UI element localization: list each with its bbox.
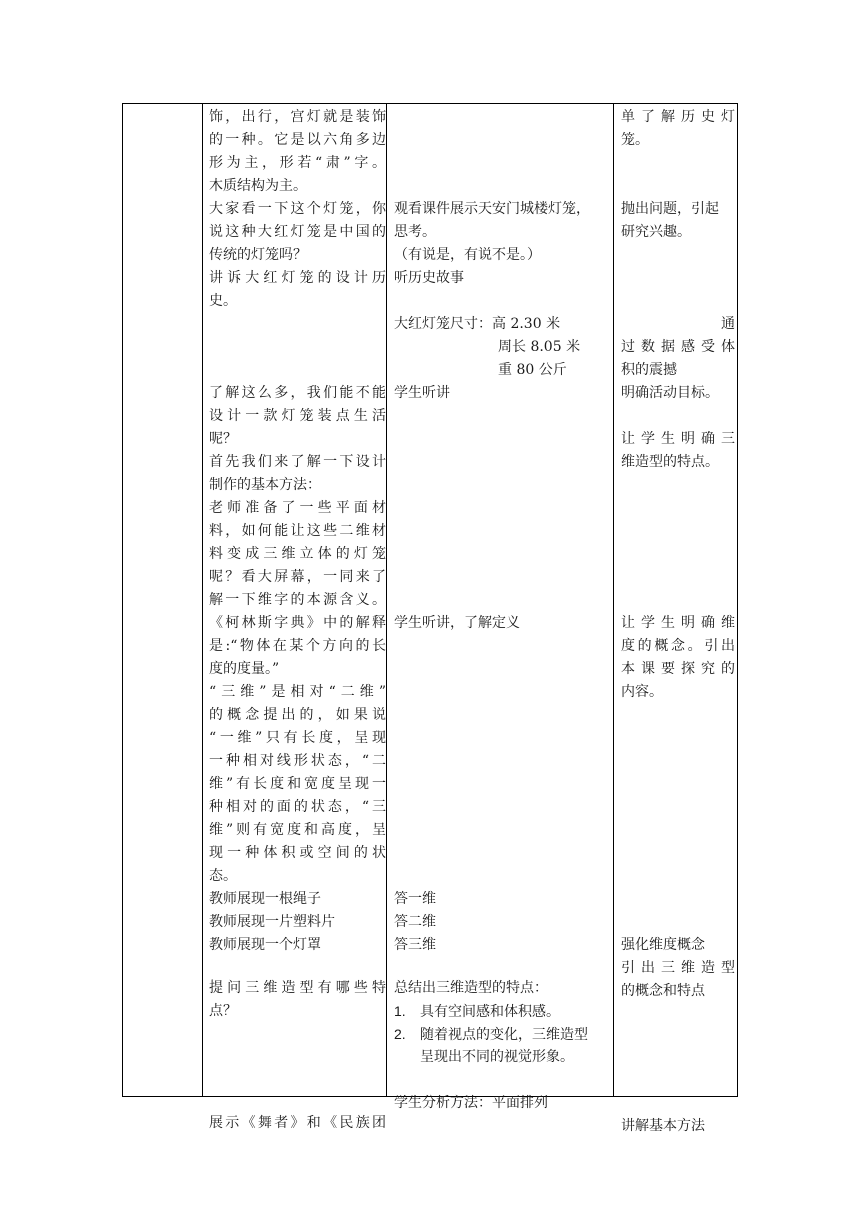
intent-line: 维造型的特点。	[621, 454, 719, 470]
intent-line: 积的震撼	[621, 362, 677, 378]
teacher-line: 传统的灯笼吗？	[209, 247, 307, 263]
teacher-line: 老师准备了一些平面材	[209, 500, 386, 516]
point-number: 1.	[394, 1003, 406, 1019]
teacher-line: 木质结构为主。	[209, 178, 307, 194]
teacher-line: 首先我们来了解一下设计	[209, 454, 386, 470]
teacher-line: 的一种。它是以六角多边	[209, 132, 386, 148]
teacher-activity-column	[209, 106, 386, 1135]
teacher-line: 维”则有宽度和高度，呈	[209, 822, 386, 838]
intent-line: 度的概念。引出	[621, 638, 735, 654]
student-answer: 答二维	[394, 914, 436, 930]
teacher-line: 度的度量。”	[209, 661, 280, 677]
student-line: 观看课件展示天安门城楼灯笼，	[394, 201, 590, 217]
teacher-line: 设计一款灯笼装点生活	[209, 408, 386, 424]
teacher-line: 史。	[209, 293, 237, 309]
point-text: 呈现出不同的视觉形象。	[420, 1049, 574, 1065]
teacher-line: 态。	[209, 868, 237, 884]
teacher-line: 料，如何能让这些二维材	[209, 523, 386, 539]
teacher-line: 形为主，形若“肃”字。	[209, 155, 386, 171]
teacher-line: 说这种大红灯笼是中国的	[209, 224, 386, 240]
teacher-line: 点？	[209, 1003, 237, 1019]
intent-line: 抛出问题，引起	[621, 201, 719, 217]
intent-line: 强化维度概念	[621, 937, 705, 953]
teacher-line: 制作的基本方法：	[209, 477, 321, 493]
intent-line: 的概念和特点	[621, 983, 705, 999]
teacher-line: 现一种体积或空间的状	[209, 845, 386, 861]
lantern-weight: 重 80 公斤	[498, 362, 567, 378]
intent-line: 明确活动目标。	[621, 385, 719, 401]
summary-title: 总结出三维造型的特点：	[394, 980, 548, 996]
teacher-line: 饰，出行，宫灯就是装饰	[209, 109, 386, 125]
summary-point	[394, 1023, 613, 1046]
teacher-line: 大家看一下这个灯笼，你	[209, 201, 386, 217]
student-line: 听历史故事	[394, 270, 464, 286]
teacher-line: “三维”是相对“二维”	[209, 684, 386, 700]
intent-line: 让学生明确三	[621, 431, 735, 447]
intent-line: 引出三维造型	[621, 960, 735, 976]
teacher-line: 一种相对线形状态，“二	[209, 753, 386, 769]
column-divider-3	[613, 104, 614, 1096]
lantern-perimeter: 周长 8.05 米	[498, 339, 581, 355]
lantern-size-row	[394, 313, 613, 336]
student-answer: 答三维	[394, 937, 436, 953]
teacher-line: 的概念提出的，如果说	[209, 707, 386, 723]
intent-line: 过数据感受体	[621, 339, 735, 355]
teacher-line: 教师展现一片塑料片	[209, 914, 335, 930]
student-line: 思考。	[394, 224, 436, 240]
point-number: 2.	[394, 1026, 406, 1042]
student-line: （有说是，有说不是。）	[394, 247, 541, 263]
intent-line: 让学生明确维	[621, 615, 735, 631]
teacher-line: 是:“物体在某个方向的长	[209, 638, 386, 654]
lantern-height: 高 2.30 米	[492, 316, 561, 332]
design-intent-column	[621, 106, 735, 1138]
intent-line: 本课要探究的	[621, 661, 735, 677]
teacher-line: 教师展现一个灯罩	[209, 937, 321, 953]
teacher-line: 展示《舞者》和《民族团	[209, 1115, 386, 1131]
teacher-line: 教师展现一根绳子	[209, 891, 321, 907]
teacher-line: 提问三维造型有哪些特	[209, 980, 386, 996]
teacher-line: 呢？	[209, 431, 237, 447]
lantern-size-label: 大红灯笼尺寸：	[394, 316, 492, 332]
point-text: 具有空间感和体积感。	[420, 1004, 560, 1020]
point-text: 随着视点的变化，三维造型	[420, 1027, 588, 1043]
teacher-line: 维”有长度和宽度呈现一	[209, 776, 386, 792]
student-line: 学生听讲	[394, 385, 450, 401]
student-line: 学生分析方法：平面排列	[394, 1095, 548, 1111]
intent-line: 内容。	[621, 684, 663, 700]
teacher-line: 《柯林斯字典》中的解释	[209, 615, 386, 631]
teacher-line: 种相对的面的状态，“三	[209, 799, 386, 815]
intent-line: 通	[721, 316, 735, 332]
column-divider-2	[386, 104, 387, 1096]
student-answer: 答一维	[394, 891, 436, 907]
student-activity-column	[394, 106, 613, 1115]
summary-point	[394, 1000, 613, 1023]
column-divider-1	[202, 104, 203, 1096]
student-line: 学生听讲，了解定义	[394, 615, 520, 631]
teacher-line: “一维”只有长度，呈现	[209, 730, 386, 746]
intent-line: 单了解历史灯	[621, 109, 735, 125]
lesson-plan-table	[122, 103, 738, 1134]
intent-line: 笼。	[621, 132, 649, 148]
teacher-line: 讲诉大红灯笼的设计历	[209, 270, 386, 286]
teacher-line: 呢？看大屏幕，一同来了	[209, 569, 386, 585]
intent-line: 研究兴趣。	[621, 224, 691, 240]
teacher-line: 料变成三维立体的灯笼	[209, 546, 386, 562]
intent-line: 讲解基本方法	[621, 1118, 705, 1134]
teacher-line: 了解这么多，我们能不能	[209, 385, 386, 401]
teacher-line: 解一下维字的本源含义。	[209, 592, 386, 608]
